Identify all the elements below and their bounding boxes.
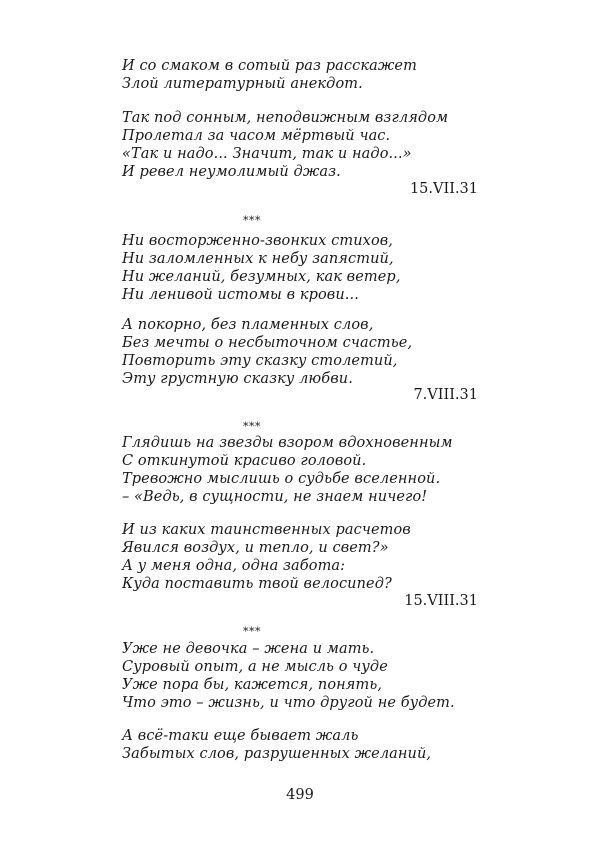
verse-line: Эту грустную сказку любви. (122, 371, 353, 387)
verse-line: Ни заломленных к небу запястий, (122, 251, 394, 267)
verse-line: Ни желаний, безумных, как ветер, (122, 269, 401, 285)
section-separator: *** (243, 625, 261, 638)
verse-line: Глядишь на звезды взором вдохновенным (122, 435, 453, 451)
verse-line: А всё-таки еще бывает жаль (122, 728, 359, 744)
verse-line: Пролетал за часом мёртвый час. (122, 128, 391, 144)
verse-line: Забытых слов, разрушенных желаний, (122, 746, 432, 762)
verse-line: Повторить эту сказку столетий, (122, 353, 398, 369)
verse-line: Ни восторженно-звонких стихов, (122, 233, 394, 249)
verse-line: – «Ведь, в сущности, не знаем ничего! (122, 489, 428, 505)
verse-line: И ревел неумолимый джаз. (122, 164, 341, 180)
verse-line: Уже пора бы, кажется, понять, (122, 677, 383, 693)
verse-line: И из каких таинственных расчетов (122, 522, 411, 538)
section-separator: *** (243, 420, 261, 433)
verse-line: Тревожно мыслишь о судьбе вселенной. (122, 471, 441, 487)
verse-line: И со смаком в сотый раз расскажет (122, 58, 417, 74)
verse-line: Уже не девочка – жена и мать. (122, 641, 375, 657)
page-number: 499 (286, 787, 314, 803)
verse-line: Так под сонным, неподвижным взглядом (122, 110, 449, 126)
verse-line: А у меня одна, одна забота: (122, 558, 346, 574)
verse-line: Злой литературный анекдот. (122, 76, 363, 92)
poem-date: 15.VII.31 (409, 181, 478, 197)
verse-line: Без мечты о несбыточном счастье, (122, 335, 413, 351)
verse-line: С откинутой красиво головой. (122, 453, 367, 469)
verse-line: Что это – жизнь, и что другой не будет. (122, 695, 455, 711)
verse-line: Явился воздух, и тепло, и свет?» (122, 540, 389, 556)
poem-date: 7.VIII.31 (413, 387, 478, 403)
verse-line: Суровый опыт, а не мысль о чуде (122, 659, 388, 675)
poem-date: 15.VIII.31 (404, 593, 478, 609)
verse-line: «Так и надо... Значит, так и надо...» (122, 146, 412, 162)
section-separator: *** (243, 214, 261, 227)
verse-line: Куда поставить твой велосипед? (122, 576, 392, 592)
verse-line: Ни ленивой истомы в крови... (122, 287, 359, 303)
verse-line: А покорно, без пламенных слов, (122, 317, 374, 333)
